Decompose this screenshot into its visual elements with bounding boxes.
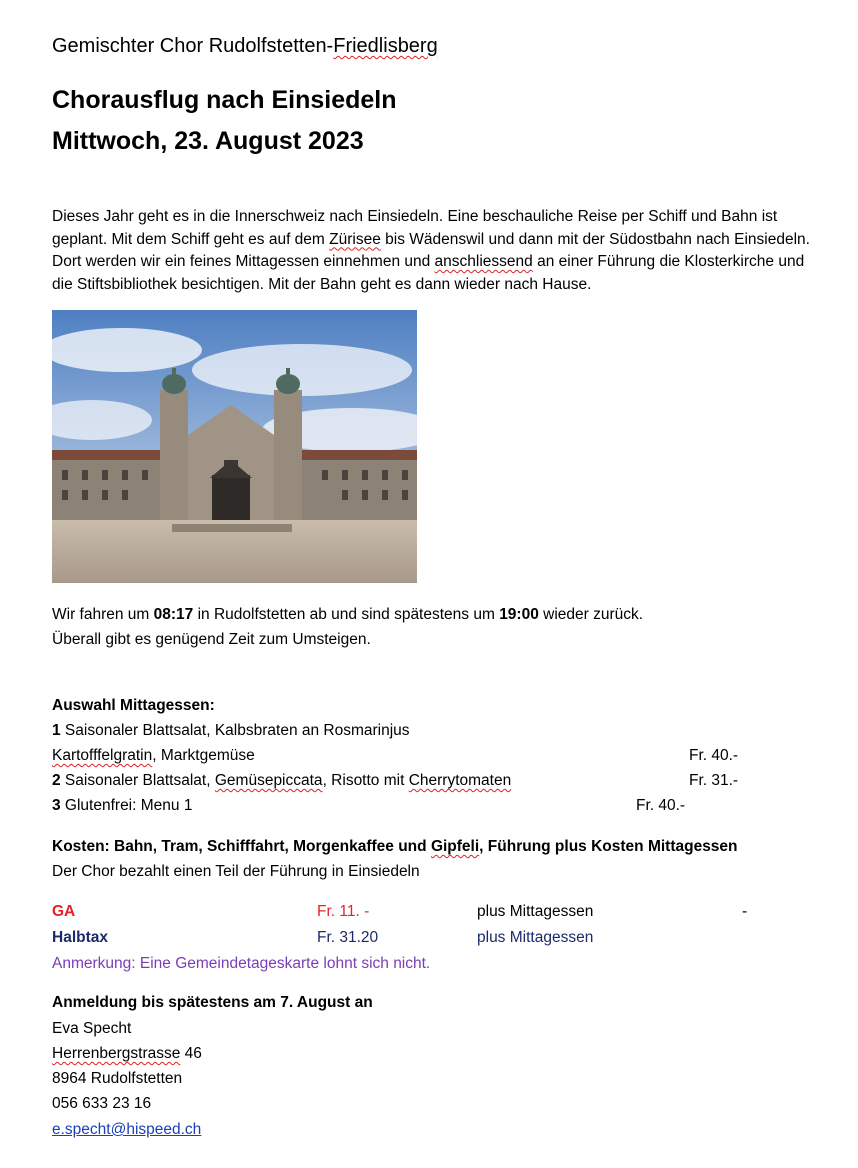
spellcheck-word: Gemüsepiccata	[214, 772, 323, 789]
menu-item-3: 3 Glutenfrei: Menu 1	[52, 797, 193, 814]
halbtax-label: Halbtax	[52, 929, 108, 946]
menu-heading: Auswahl Mittagessen:	[52, 697, 215, 714]
remark: Anmerkung: Eine Gemeindetageskarte lohnt sich nicht.	[52, 955, 431, 972]
departure-time: 08:17	[153, 606, 194, 623]
contact-phone: 056 633 23 16	[52, 1095, 152, 1112]
event-date: Mittwoch, 23. August 2023	[52, 127, 364, 155]
contact-city: 8964 Rudolfstetten	[52, 1070, 183, 1087]
contact-email-link[interactable]: e.specht@hispeed.ch	[52, 1121, 202, 1138]
menu-item-1-price: Fr. 40.-	[689, 747, 739, 764]
registration-heading: Anmeldung bis spätestens am 7. August an	[52, 994, 373, 1011]
transfer-note: Überall gibt es genügend Zeit zum Umsteigen.	[52, 631, 371, 648]
spellcheck-word: anschliessend	[434, 253, 533, 271]
monastery-photo	[52, 310, 417, 583]
spellcheck-word: Kartofffelgratin	[52, 747, 153, 764]
ga-price: Fr. 11. -	[317, 903, 370, 920]
costs-note: Der Chor bezahlt einen Teil der Führung in Einsiedeln	[52, 863, 420, 880]
ga-label: GA	[52, 903, 76, 920]
contact-street: Herrenbergstrasse 46	[52, 1045, 202, 1062]
schedule-line: Wir fahren um 08:17 in Rudolfstetten ab und sind spätestens um 19:00 wieder zurück.	[52, 606, 644, 623]
page-title: Chorausflug nach Einsiedeln	[52, 86, 397, 114]
menu-item-2-price: Fr. 31.-	[689, 772, 739, 789]
menu-item-1-cont: Kartofffelgratin, Marktgemüse	[52, 747, 255, 764]
organization-name: Gemischter Chor Rudolfstetten-Friedlisberg	[52, 35, 438, 57]
spellcheck-word: Zürisee	[329, 230, 381, 248]
menu-item-3-price: Fr. 40.-	[636, 797, 686, 814]
menu-item-1: 1 Saisonaler Blattsalat, Kalbsbraten an Rosmarinjus	[52, 722, 410, 739]
ga-plus-meal: plus Mittagessen	[477, 903, 594, 920]
contact-name: Eva Specht	[52, 1020, 132, 1037]
spellcheck-word: Gipfeli	[430, 838, 480, 855]
menu-item-2: 2 Saisonaler Blattsalat, Gemüsepiccata, Risotto mit Cherrytomaten	[52, 772, 512, 789]
halbtax-price: Fr. 31.20	[317, 929, 379, 946]
spellcheck-word: Friedlisberg	[333, 35, 438, 57]
ga-dash: -	[742, 903, 748, 920]
return-time: 19:00	[499, 606, 539, 623]
intro-paragraph: Dieses Jahr geht es in die Innerschweiz nach Einsiedeln. Eine beschauliche Reise per Schiff und Bahn ist geplant. Mit dem Schiff geht es auf dem Zürisee bis Wädenswil und dann mit der Südostbahn nach Einsiedeln. Dort werden wir ein feines Mittagessen einnehmen und anschliessend an einer Führung die Klosterkirche und die Stiftsbibliothek besichtigen. Mit der Bahn geht es dann wieder nach Hause.	[52, 208, 810, 293]
costs-heading: Kosten: Bahn, Tram, Schifffahrt, Morgenkaffee und Gipfeli, Führung plus Kosten Mittagessen	[52, 838, 738, 855]
spellcheck-word: Herrenbergstrasse	[52, 1045, 181, 1062]
halbtax-plus-meal: plus Mittagessen	[477, 929, 594, 946]
spellcheck-word: Cherrytomaten	[408, 772, 512, 789]
